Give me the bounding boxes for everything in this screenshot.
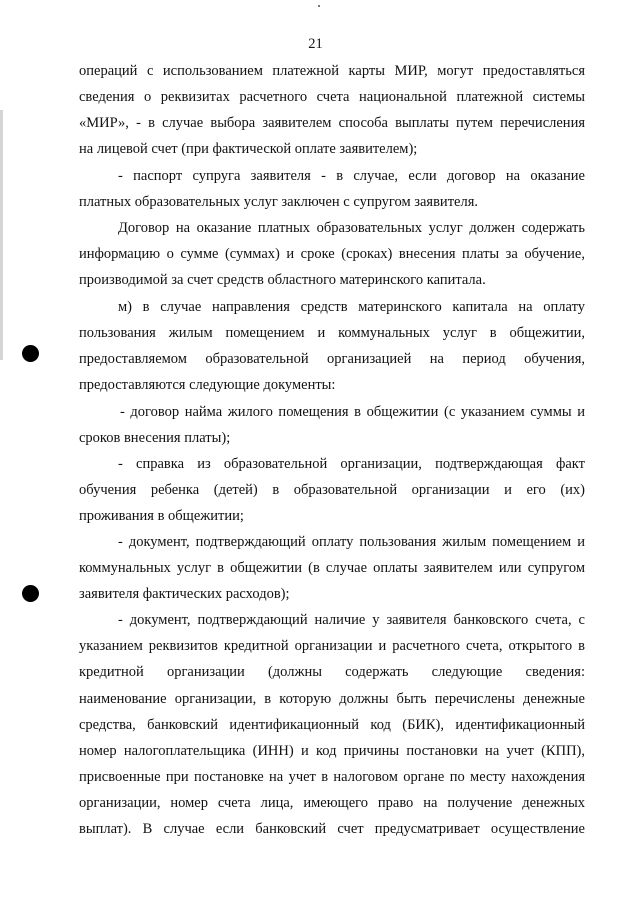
punch-hole-bottom	[22, 585, 39, 602]
text-line: коммунальных услуг в общежитии (в случае оплаты заявителем или супругом	[79, 560, 585, 576]
text-line: заявителя фактических расходов);	[79, 586, 290, 602]
text-line: Договор на оказание платных образовательных услуг должен содержать	[118, 220, 585, 236]
text-line: сроков внесения платы);	[79, 430, 231, 446]
text-line: - документ, подтверждающий наличие у заявителя банковского счета, с	[118, 612, 585, 628]
text-line: - договор найма жилого помещения в общежитии (с указанием суммы и	[120, 404, 585, 420]
text-line: наименование организации, в которую должны быть перечислены денежные	[79, 691, 585, 707]
text-line: м) в случае направления средств материнского капитала на оплату	[118, 299, 585, 315]
text-line: платных образовательных услуг заключен с супругом заявителя.	[79, 194, 478, 210]
text-line: производимой за счет средств областного материнского капитала.	[79, 272, 486, 288]
text-line: предоставляемом образовательной организацией на период обучения,	[79, 351, 585, 367]
text-line: операций с использованием платежной карты МИР, могут предоставляться	[79, 63, 585, 79]
punch-hole-top	[22, 345, 39, 362]
scan-speck	[318, 5, 320, 7]
text-line: пользования жилым помещением и коммунальных услуг в общежитии,	[79, 325, 585, 341]
text-line: присвоенные при постановке на учет в налоговом органе по месту нахождения	[79, 769, 585, 785]
text-line: - паспорт супруга заявителя - в случае, если договор на оказание	[118, 168, 585, 184]
text-line: «МИР», - в случае выбора заявителем способа выплаты путем перечисления	[79, 115, 585, 131]
text-line: предоставляются следующие документы:	[79, 377, 336, 393]
text-line: информацию о сумме (суммах) и сроке (сроках) внесения платы за обучение,	[79, 246, 585, 262]
page-number: 21	[308, 36, 323, 52]
text-line: указанием реквизитов кредитной организации и расчетного счета, открытого в	[79, 638, 585, 654]
text-line: на лицевой счет (при фактической оплате заявителем);	[79, 141, 418, 157]
text-line: средства, банковский идентификационный код (БИК), идентификационный	[79, 717, 585, 733]
text-line: номер налогоплательщика (ИНН) и код причины постановки на учет (КПП),	[79, 743, 585, 759]
text-line: кредитной организации (должны содержать следующие сведения:	[79, 664, 585, 680]
text-line: проживания в общежитии;	[79, 508, 244, 524]
text-line: - справка из образовательной организации, подтверждающая факт	[118, 456, 585, 472]
scan-edge-mark	[0, 110, 3, 360]
text-line: выплат). В случае если банковский счет предусматривает осуществление	[79, 821, 585, 837]
text-line: организации, номер счета лица, имеющего право на получение денежных	[79, 795, 585, 811]
text-line: - документ, подтверждающий оплату пользования жилым помещением и	[118, 534, 585, 550]
text-line: сведения о реквизитах расчетного счета национальной платежной системы	[79, 89, 585, 105]
text-line: обучения ребенка (детей) в образовательной организации и его (их)	[79, 482, 585, 498]
